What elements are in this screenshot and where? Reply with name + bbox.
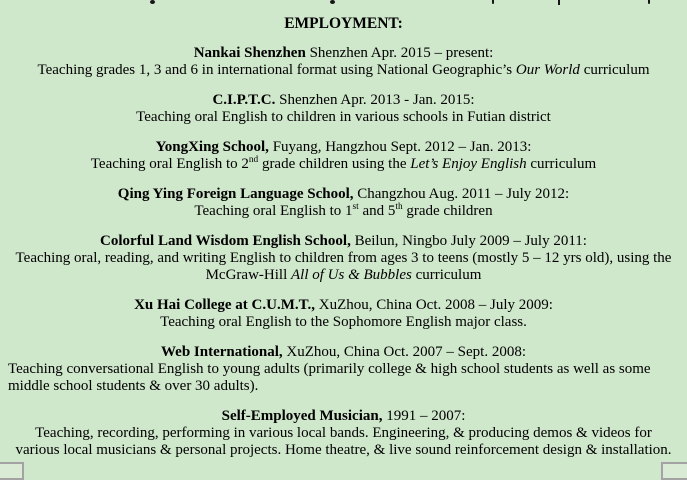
clipped-text-remnant <box>492 0 494 4</box>
employment-entry <box>0 186 687 220</box>
text-segment: Teaching grades 1, 3 and 6 in international format using National Geographic’s <box>37 62 516 78</box>
description-line <box>0 62 687 79</box>
text-segment: Shenzhen Apr. 2013 - Jan. 2015: <box>275 92 475 108</box>
description-line <box>0 425 687 442</box>
text-segment: 1991 – 2007: <box>382 408 466 424</box>
text-segment: YongXing School, <box>155 139 269 155</box>
text-segment: XuZhou, China Oct. 2007 – Sept. 2008: <box>282 344 526 360</box>
description-line <box>0 250 687 267</box>
entry-description <box>0 250 687 284</box>
clipped-text-remnant <box>648 0 650 4</box>
entry-heading <box>0 186 687 203</box>
employment-entry <box>0 344 687 395</box>
cropped-box-bottom-right <box>661 462 687 480</box>
text-segment: XuZhou, China Oct. 2008 – July 2009: <box>315 297 553 313</box>
entry-heading <box>0 233 687 250</box>
text-segment: Teaching oral, reading, and writing English to children from ages 3 to teens (mostly 5 – 12 yrs old), using the <box>15 250 672 266</box>
text-segment: grade children using the <box>258 156 411 172</box>
entry-heading <box>0 92 687 109</box>
text-segment: th <box>395 202 403 212</box>
employment-entries <box>0 45 687 459</box>
cropped-box-bottom-left <box>0 462 24 480</box>
employment-entry <box>0 139 687 173</box>
description-line <box>0 156 687 173</box>
description-line <box>0 314 687 331</box>
text-segment: curriculum <box>411 267 482 283</box>
text-segment: various local musicians & personal projects. Home theatre, & live sound reinforcement design & installation. <box>15 442 672 458</box>
text-segment: McGraw-Hill <box>205 267 291 283</box>
text-segment: curriculum <box>579 62 650 78</box>
text-segment: Web International, <box>160 344 283 360</box>
text-segment: C.I.P.T.C. <box>212 92 276 108</box>
text-segment: and 5 <box>358 203 396 219</box>
clipped-text-remnant <box>150 0 155 4</box>
entry-heading <box>0 408 687 425</box>
entry-description <box>0 109 687 126</box>
text-segment: nd <box>248 155 259 165</box>
entry-heading <box>0 344 687 361</box>
clipped-previous-line <box>0 0 687 6</box>
entry-description <box>0 203 687 220</box>
entry-heading <box>0 139 687 156</box>
entry-description <box>0 314 687 331</box>
text-segment: middle school students & over 30 adults). <box>8 378 259 394</box>
entry-description <box>0 156 687 173</box>
description-line <box>8 378 687 395</box>
description-line <box>0 267 687 284</box>
employment-entry <box>0 92 687 126</box>
entry-description <box>0 425 687 459</box>
text-segment: All of Us & Bubbles <box>291 267 412 283</box>
text-segment: Teaching, recording, performing in various local bands. Engineering, & producing demos & videos for <box>35 425 652 441</box>
text-segment: Beilun, Ningbo July 2009 – July 2011: <box>350 233 587 249</box>
employment-entry <box>0 297 687 331</box>
text-segment: curriculum <box>526 156 597 172</box>
text-segment: Qing Ying Foreign Language School, <box>117 186 354 202</box>
text-segment: Colorful Land Wisdom English School, <box>100 233 351 249</box>
text-segment: Teaching oral English to children in various schools in Futian district <box>136 109 551 125</box>
text-segment: st <box>352 202 359 212</box>
description-line <box>0 109 687 126</box>
text-segment: Teaching conversational English to young adults (primarily college & high school students as well as some <box>8 361 651 377</box>
text-segment: Changzhou Aug. 2011 – July 2012: <box>353 186 570 202</box>
text-segment: Let’s Enjoy English <box>410 156 527 172</box>
text-segment: Shenzhen Apr. 2015 – present: <box>305 45 494 61</box>
text-segment: Xu Hai College at C.U.M.T., <box>134 297 316 313</box>
description-line <box>0 203 687 220</box>
clipped-text-remnant <box>330 0 335 4</box>
text-segment: Nankai Shenzhen <box>193 45 306 61</box>
text-segment: Teaching oral English to the Sophomore English major class. <box>160 314 527 330</box>
text-segment: Teaching oral English to 2 <box>90 156 249 172</box>
entry-description <box>0 361 687 395</box>
text-segment: Self-Employed Musician, <box>221 408 383 424</box>
text-segment: Teaching oral English to 1 <box>194 203 353 219</box>
section-title-employment: EMPLOYMENT: <box>284 15 403 32</box>
description-line <box>0 442 687 459</box>
text-segment: Our World <box>515 62 580 78</box>
employment-entry <box>0 45 687 79</box>
clipped-text-remnant <box>558 0 560 5</box>
entry-description <box>0 62 687 79</box>
entry-heading <box>0 45 687 62</box>
text-segment: grade children <box>402 203 493 219</box>
text-segment: Fuyang, Hangzhou Sept. 2012 – Jan. 2013: <box>268 139 532 155</box>
employment-entry <box>0 408 687 459</box>
employment-entry <box>0 233 687 284</box>
entry-heading <box>0 297 687 314</box>
description-line <box>8 361 687 378</box>
